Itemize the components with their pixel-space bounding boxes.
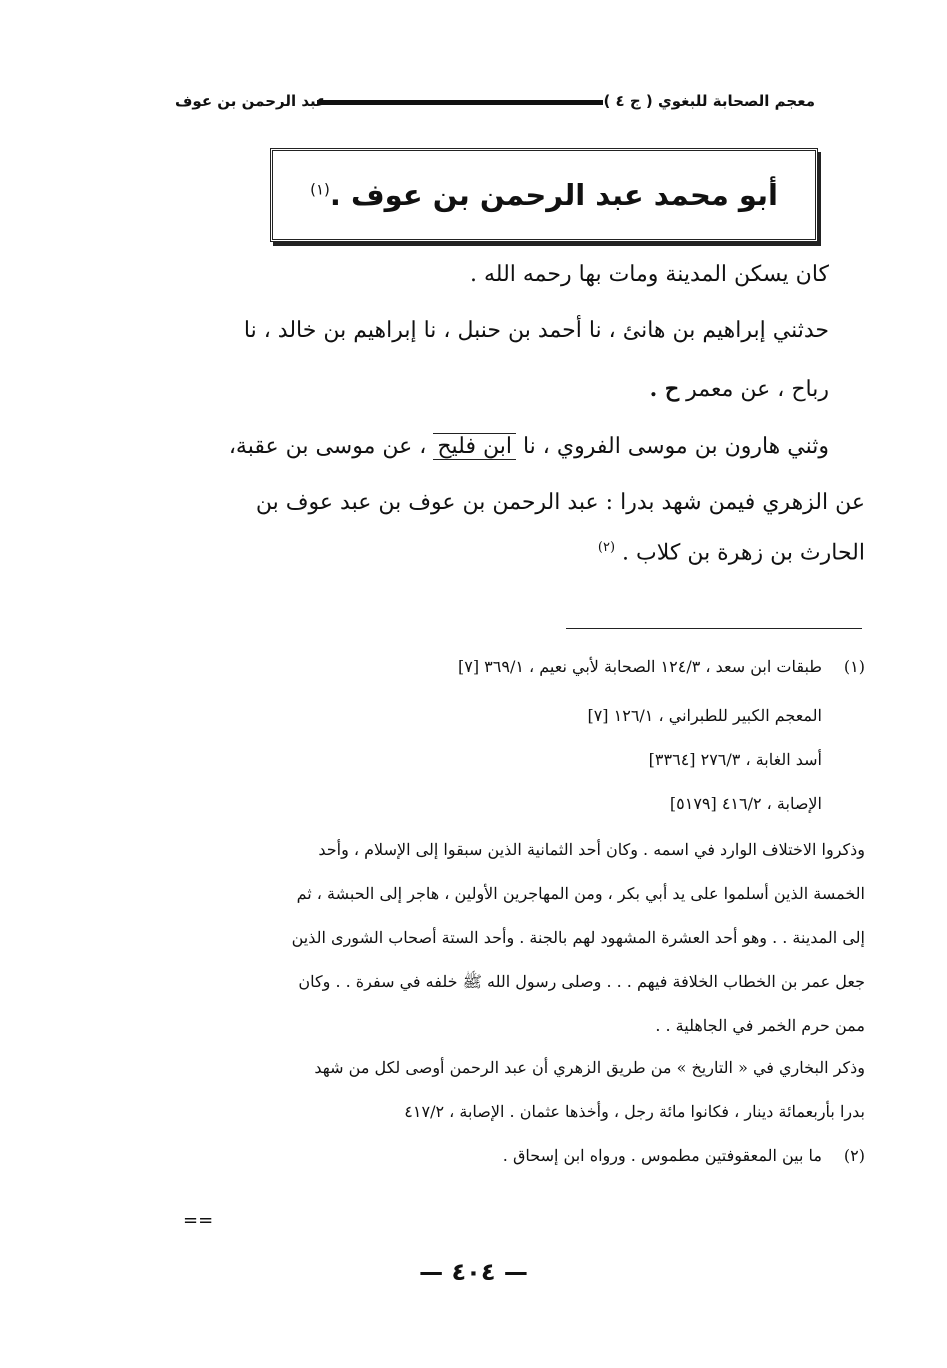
entry-title-box <box>270 148 818 242</box>
footnote-1-para-1-line-5: ممن حرم الخمر في الجاهلية . . <box>655 1016 865 1035</box>
footnote-1-para-1-line-1: وذكروا الاختلاف الوارد في اسمه . وكان أحد الثمانية الذين سبقوا إلى الإسلام ، وأحد <box>318 840 865 859</box>
continuation-mark: == <box>183 1210 214 1231</box>
footnote-2-number: (٢) <box>843 1146 865 1165</box>
page-number: — ٤٠٤ — <box>419 1258 528 1286</box>
entry-title: أبو محمد عبد الرحمن بن عوف .$^{(١)}$ <box>310 178 778 212</box>
running-header <box>175 92 815 118</box>
footnote-1-para-1-line-3: إلى المدينة . . وهو أحد العشرة المشهود لهم بالجنة . وأحد الستة أصحاب الشورى الذين <box>291 928 865 947</box>
body-line-2: حدثني إبراهيم بن هانئ ، نا أحمد بن حنبل ، نا إبراهيم بن خالد ، نا <box>243 318 829 343</box>
restored-text-bracket: ابن فليح <box>433 433 516 460</box>
body-line-5: عن الزهري فيمن شهد بدرا : عبد الرحمن بن عوف بن عبد عوف بن <box>255 490 865 515</box>
footnote-1-para-1-line-2: الخمسة الذين أسلموا على يد أبي بكر ، ومن المهاجرين الأولين ، هاجر إلى الحبشة ، ثم <box>296 884 865 903</box>
footnote-1-line-4: الإصابة ، ٤١٦/٢ [٥١٧٩] <box>669 794 822 813</box>
body-line-1: كان يسكن المدينة ومات بها رحمه الله . <box>470 262 829 287</box>
footnote-1-line-3: أسد الغابة ، ٢٧٦/٣ [٣٣٦٤] <box>648 750 822 769</box>
body-line-4: وثني هارون بن موسى الفروي ، نا ابن فليح ، عن موسى بن عقبة، <box>228 434 829 459</box>
footnote-1-line-1: طبقات ابن سعد ، ١٢٤/٣ الصحابة لأبي نعيم ، ٣٦٩/١ [٧] <box>458 657 822 676</box>
footnote-1-line-2: المعجم الكبير للطبراني ، ١٢٦/١ [٧] <box>587 706 822 725</box>
footnote-separator <box>566 628 862 629</box>
header-rule <box>317 100 603 105</box>
footnote-2-line-1: ما بين المعقوفتين مطموس . ورواه ابن إسحاق . <box>502 1146 822 1165</box>
footnote-marker-2: (٢) <box>597 540 616 555</box>
book-title: معجم الصحابة للبغوي ( ج ٤ ) <box>603 92 815 110</box>
section-name: عبد الرحمن بن عوف <box>175 92 327 110</box>
footnote-marker-1: (١) <box>310 180 330 199</box>
footnote-1-para-2-line-1: وذكر البخاري في « التاريخ » من طريق الزهري أن عبد الرحمن أوصى لكل من شهد <box>314 1058 865 1077</box>
footnote-1-para-1-line-4: جعل عمر بن الخطاب الخلافة فيهم . . . وصلى رسول الله ﷺ خلفه في سفرة . . وكان <box>298 972 865 991</box>
footnote-1-number: (١) <box>843 657 865 676</box>
body-line-6: الحارث بن زهرة بن كلاب . $^{(٢)}$ <box>597 540 865 566</box>
footnote-1-para-2-line-2: بدرا بأربعمائة دينار ، فكانوا مائة رجل ، وأخذها عثمان . الإصابة ، ٤١٧/٢ <box>404 1102 865 1121</box>
hadith-switch-mark: ح . <box>649 376 680 402</box>
body-line-3: رباح ، عن معمر ح . <box>649 376 829 402</box>
